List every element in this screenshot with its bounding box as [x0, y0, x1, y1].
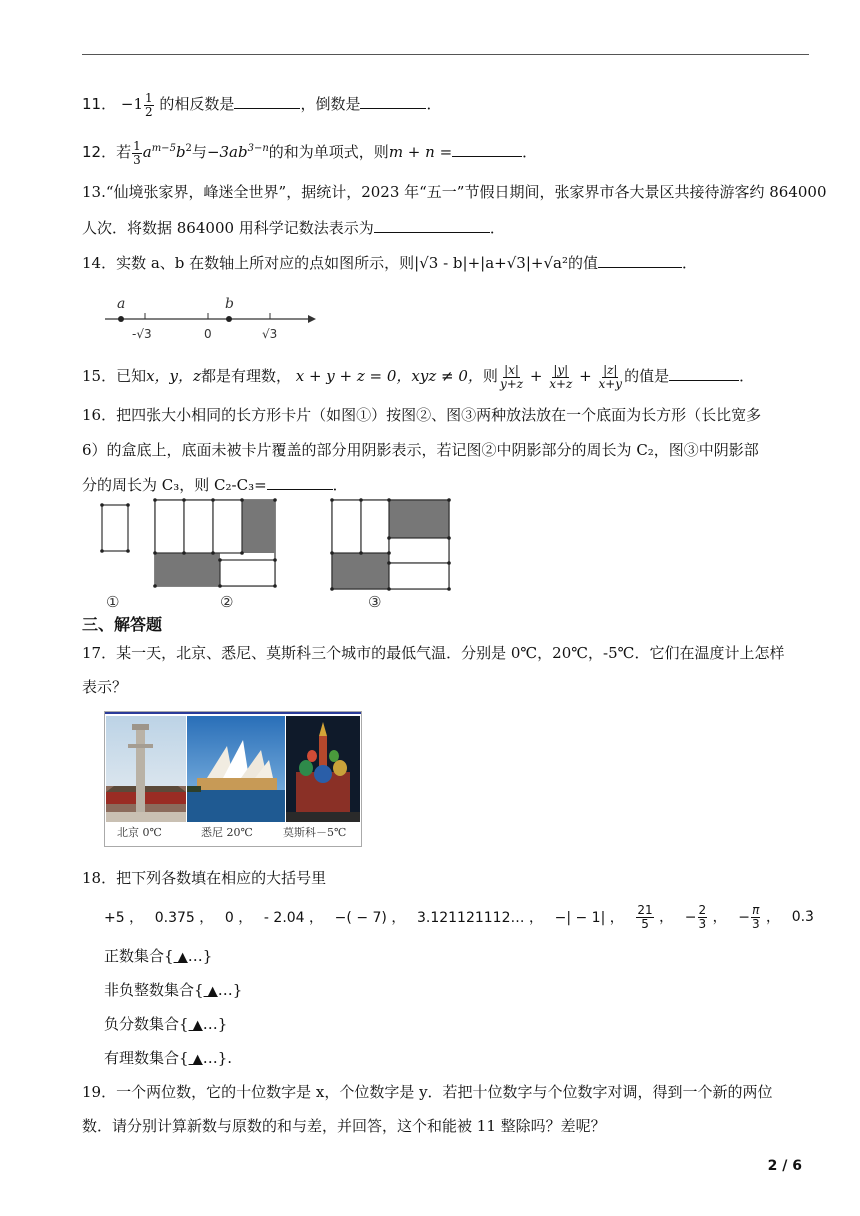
set-label: 负分数集合{ — [104, 1015, 189, 1033]
set-nonneg-integer — [104, 978, 242, 1004]
answer-blank[interactable] — [669, 364, 739, 381]
fraction-denominator: x+z — [549, 376, 573, 391]
figure2-shade — [242, 500, 275, 553]
caption-beijing: 北京 0℃ — [117, 826, 162, 839]
punctuation: ． — [681, 254, 697, 272]
math-vars: x，y，z — [146, 367, 201, 385]
fraction-numerator: |y| — [553, 362, 569, 377]
figure3-card — [389, 538, 449, 563]
figure2-card — [213, 500, 242, 553]
number-item: - 2.04 ， — [263, 910, 324, 926]
fraction-denominator: 3 — [698, 916, 707, 931]
punctuation: ． — [426, 95, 442, 113]
answer-blank[interactable] — [452, 140, 522, 157]
question-14 — [82, 248, 812, 278]
separator: ， — [654, 909, 674, 925]
question-text: 16．把四张大小相同的长方形卡片（如图①）按图②、图③两种放法放在一个底面为长方形（长比宽多 — [82, 406, 762, 424]
set-end: …} — [202, 1015, 228, 1033]
question-text: 则 — [482, 367, 498, 385]
number-item — [635, 904, 673, 931]
question-text: ，倒数是 — [300, 95, 361, 113]
fraction-numerator: 1 — [133, 138, 141, 153]
number-item — [738, 904, 780, 931]
arrow-icon — [308, 315, 316, 323]
math-fraction — [548, 364, 573, 391]
question-17 — [82, 636, 812, 704]
question-text: 17．某一天，北京、悉尼、莫斯科三个城市的最低气温．分别是 0℃，20℃，-5℃．它们在温度计上怎样 — [82, 644, 785, 662]
question-text: 与 — [191, 143, 207, 161]
number-item: −| − 1| ， — [554, 910, 624, 926]
separator: ， — [708, 909, 727, 925]
question-number: 12． — [82, 143, 117, 161]
set-answer-field[interactable]: ▲ — [203, 984, 218, 999]
question-13 — [82, 174, 827, 246]
page-number: 2 / 6 — [767, 1158, 802, 1174]
question-15: 15．已知x，y，z都是有理数， x + y + z = 0，xyz ≠ 0，则 $\frac{|x|}{y+z}$ + $\frac{|y|}{x+z}$ + $\frac{|z|}{x+y}$ 的值是 ． — [82, 362, 755, 391]
city-photo-montage — [104, 711, 362, 847]
figure2-label: ② — [220, 593, 234, 610]
question-text: 分的周长为 C₃，则 C₂-C₃= — [82, 476, 267, 494]
number-list — [104, 900, 814, 934]
beijing-photo — [106, 716, 186, 822]
fraction-numerator: |z| — [603, 362, 618, 377]
figure2-card — [220, 560, 275, 586]
photo-top-bar — [105, 712, 361, 714]
question-text: 表示？ — [82, 678, 128, 696]
set-end: …}. — [202, 1049, 232, 1067]
number-item — [685, 904, 727, 931]
fraction-numerator: 2 — [698, 902, 707, 917]
punctuation: ． — [522, 143, 538, 161]
figure3-shade — [389, 500, 449, 538]
math-exponent: 3−n — [247, 143, 269, 154]
number-line-figure — [100, 290, 320, 346]
fraction-denominator: 5 — [641, 916, 649, 931]
question-12 — [82, 134, 812, 167]
set-positive — [104, 944, 212, 970]
fraction-denominator: y+z — [499, 376, 524, 391]
set-end: …} — [217, 981, 243, 999]
fraction-denominator: 3 — [751, 916, 760, 931]
math-term: −3ab — [206, 143, 248, 161]
figure2-card — [184, 500, 213, 553]
sign: − — [738, 909, 750, 925]
set-negative-fraction — [104, 1012, 227, 1038]
figure1-label: ① — [106, 593, 120, 610]
number-item: 0.375 ， — [154, 910, 214, 926]
set-answer-field[interactable]: ▲ — [188, 1052, 203, 1067]
figure3-card — [361, 500, 389, 553]
math-var: a — [142, 143, 152, 161]
question-text: 19．一个两位数，它的十位数字是 x，个位数字是 y．若把十位数字与个位数字对调，得到一个新的两位 — [82, 1083, 773, 1101]
question-text: 若 — [116, 143, 132, 161]
figure2-shade — [155, 553, 220, 586]
question-text: 13.“仙境张家界，峰迷全世界”，据统计，2023 年“五一”节假日期间，张家界市各大景区共接待游客约 864000 — [82, 183, 827, 201]
math-var: b — [175, 143, 186, 161]
fraction-denominator: 2 — [145, 104, 153, 119]
question-11 — [82, 89, 812, 119]
question-text: 的值是 — [624, 367, 670, 385]
figure1-card — [102, 505, 128, 551]
math-expression: m + n = — [388, 143, 453, 161]
question-number: 11． — [82, 95, 117, 113]
fraction-numerator: 1 — [145, 90, 153, 105]
question-number: 15．已知 — [82, 367, 147, 385]
question-text: 的相反数是 — [159, 95, 235, 113]
math-mixed-whole: −1 — [120, 95, 143, 113]
tick-label-zero: 0 — [204, 327, 212, 341]
set-label: 正数集合{ — [104, 947, 174, 965]
number-item: 0 ， — [224, 910, 253, 926]
question-16 — [82, 398, 812, 503]
tick-label-neg: -√3 — [132, 327, 152, 341]
fraction-denominator: x+y — [598, 376, 623, 391]
math-fraction — [597, 364, 623, 391]
figure3-label: ③ — [368, 593, 382, 610]
fraction-numerator: |x| — [504, 362, 519, 377]
set-rational — [104, 1046, 232, 1072]
answer-blank[interactable] — [267, 473, 333, 490]
punctuation: ． — [739, 367, 755, 385]
set-answer-field[interactable]: ▲ — [173, 950, 188, 965]
question-text: 人次．将数据 864000 用科学记数法表示为 — [82, 219, 374, 237]
question-18-title: 18．把下列各数填在相应的大括号里 — [82, 869, 327, 887]
question-text: 的和为单项式，则 — [268, 143, 389, 161]
set-end: …} — [187, 947, 213, 965]
question-text: 6）的盒底上，底面未被卡片覆盖的部分用阴影表示，若记图②中阴影部分的周长为 C₂，图③中阴影部 — [82, 441, 759, 459]
number-item: 3.121121112… ， — [416, 910, 543, 926]
math-fraction — [132, 140, 142, 167]
answer-blank[interactable] — [234, 92, 300, 109]
caption-sydney: 悉尼 20℃ — [201, 826, 253, 839]
tick-label-pos: √3 — [262, 327, 278, 341]
math-expression: x + y + z = 0，xyz ≠ 0， — [295, 367, 483, 385]
card-figures — [95, 495, 465, 610]
moscow-photo — [286, 716, 360, 822]
math-fraction — [144, 92, 154, 119]
set-label: 非负整数集合{ — [104, 981, 204, 999]
question-19 — [82, 1075, 812, 1143]
figure3-card — [332, 500, 361, 553]
caption-moscow: 莫斯科－5℃ — [283, 826, 347, 839]
set-answer-field[interactable]: ▲ — [188, 1018, 203, 1033]
punctuation: ． — [332, 476, 348, 494]
math-fraction — [499, 364, 524, 391]
sign: − — [684, 909, 697, 925]
label-b: b — [225, 296, 234, 312]
figure2-card — [155, 500, 184, 553]
number-item: 0.3̇ — [791, 909, 814, 925]
separator: ， — [761, 909, 781, 925]
question-text: 14．实数 a、b 在数轴上所对应的点如图所示，则|√3 - b|+|a+√3|+√a²的值 — [82, 254, 598, 272]
set-label: 有理数集合{ — [104, 1049, 189, 1067]
answer-blank[interactable] — [374, 216, 490, 233]
question-text: 数．请分别计算新数与原数的和与差，并回答，这个和能被 11 整除吗？差呢？ — [82, 1117, 606, 1135]
fraction-numerator: π — [752, 902, 760, 917]
label-a: a — [117, 296, 126, 312]
answer-blank[interactable] — [598, 251, 682, 268]
point-b — [226, 316, 232, 322]
question-text: 都是有理数， — [200, 367, 291, 385]
section-heading: 三、解答题 — [82, 615, 163, 634]
number-item: +5 ， — [104, 910, 144, 926]
header-rule — [82, 54, 809, 55]
point-a — [118, 316, 124, 322]
fraction-numerator: 21 — [637, 902, 653, 917]
fraction-denominator: 3 — [133, 152, 141, 167]
figure3-shade — [332, 553, 389, 589]
number-item: −( − 7) ， — [334, 910, 406, 926]
punctuation: ． — [489, 219, 505, 237]
figure3-card — [389, 563, 449, 589]
answer-blank[interactable] — [360, 92, 426, 109]
math-exponent: 2 — [185, 143, 192, 154]
math-exponent: m−5 — [151, 143, 176, 154]
sydney-photo — [187, 716, 285, 822]
